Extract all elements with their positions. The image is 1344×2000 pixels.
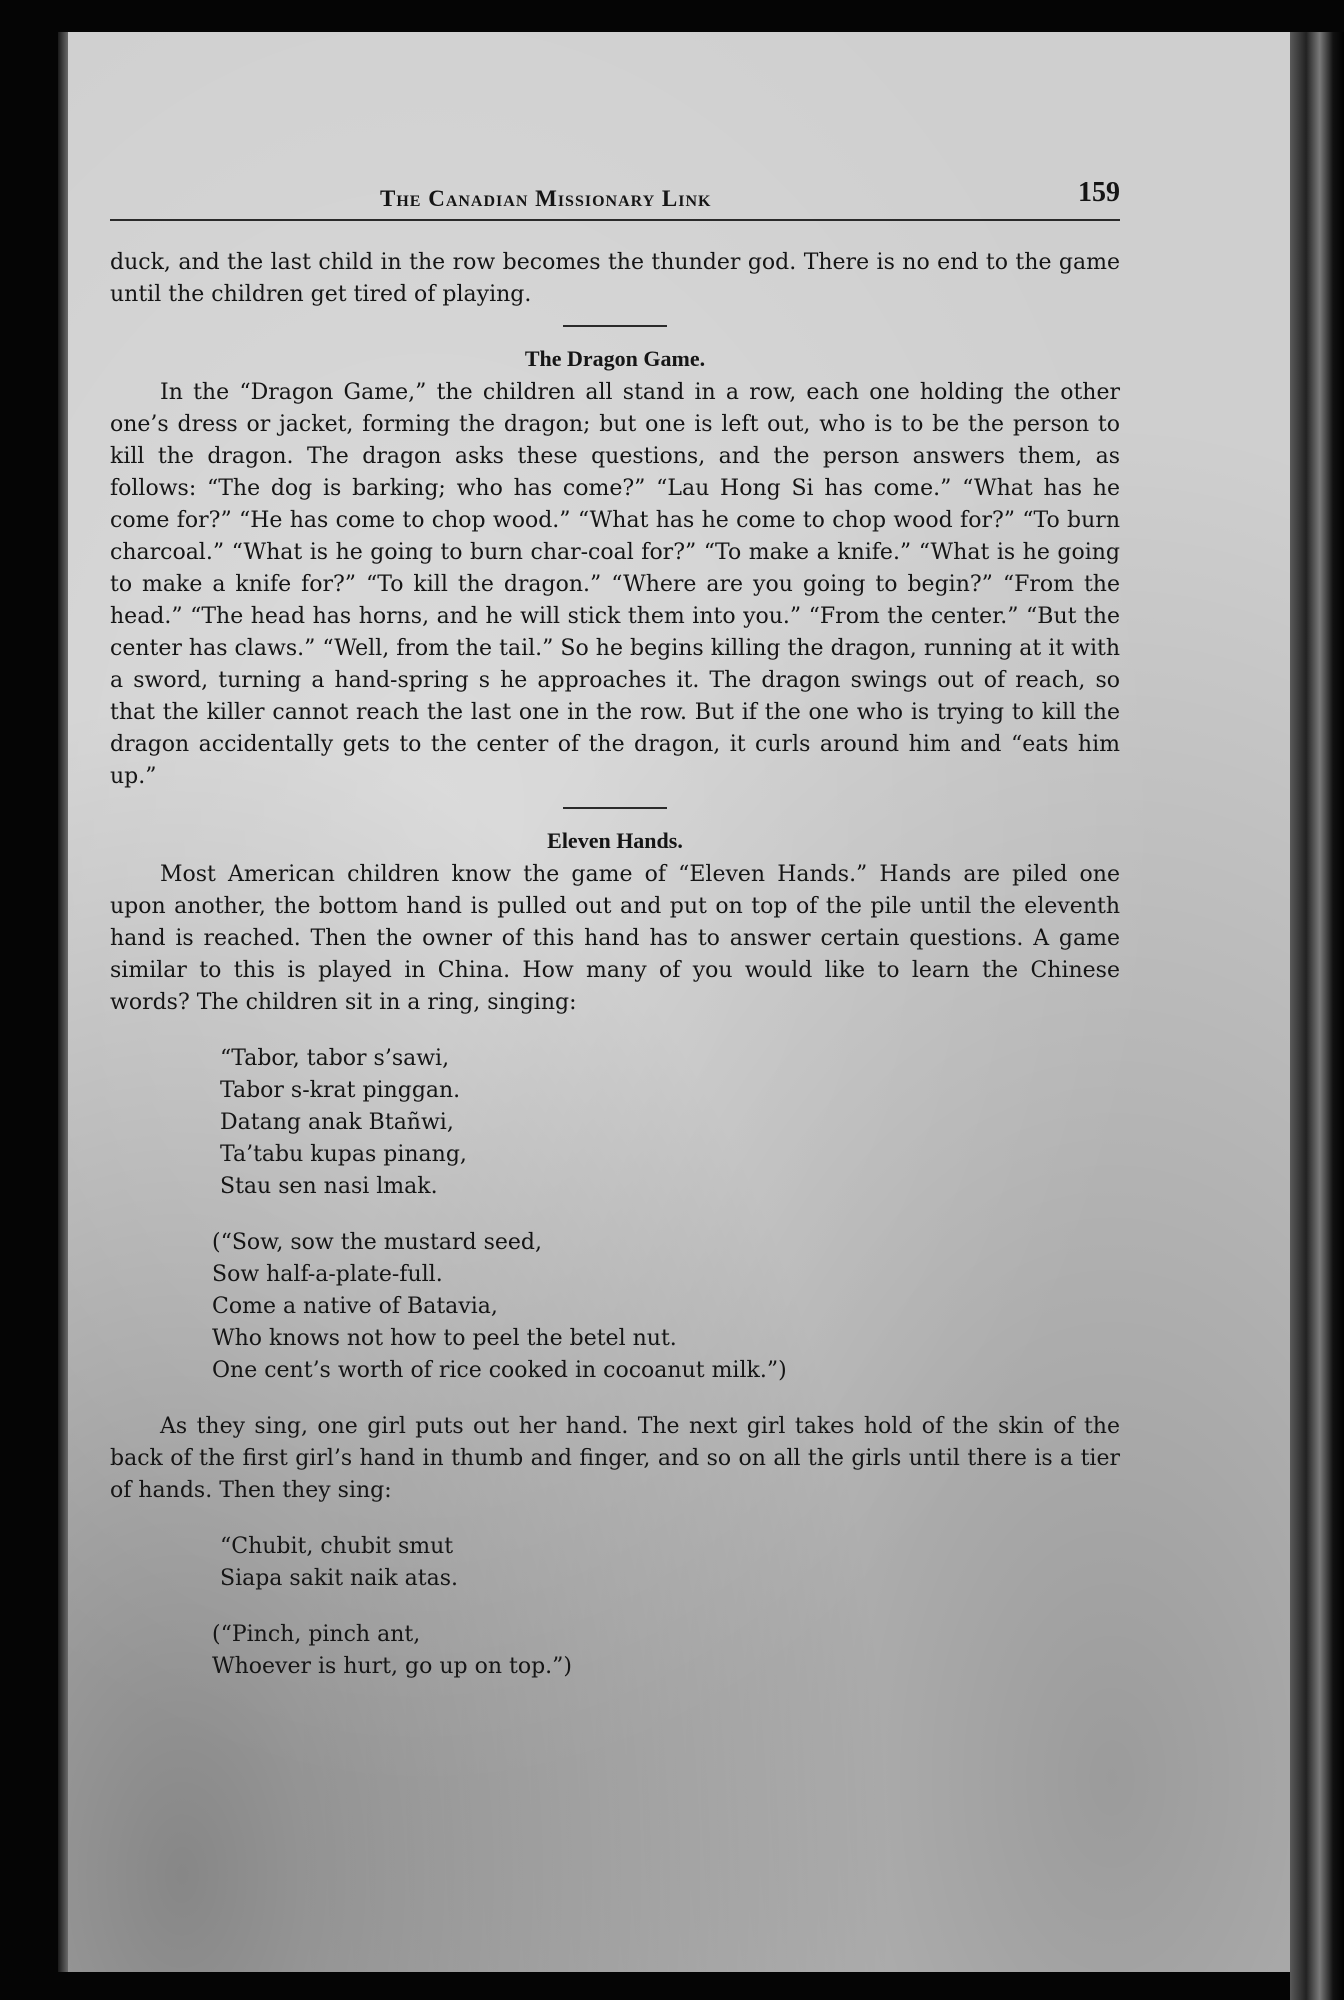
verse-line: (“Pinch, pinch ant,	[212, 1622, 421, 1647]
page-content	[110, 175, 1120, 1683]
verse-line: “Tabor, tabor s’sawi,	[220, 1046, 450, 1071]
page-gutter-shadow	[58, 32, 68, 1972]
verse-line: Ta’tabu kupas pinang,	[220, 1142, 467, 1167]
verse-line: Whoever is hurt, go up on top.”)	[212, 1654, 572, 1679]
verse-line: Sow half-a-plate-full.	[212, 1262, 443, 1287]
section-divider	[563, 325, 667, 327]
section-heading-eleven-hands: Eleven Hands.	[547, 828, 683, 853]
song-malay	[220, 1043, 1120, 1203]
verse-line: “Chubit, chubit smut	[220, 1534, 454, 1559]
verse-line: Tabor s-krat pinggan.	[220, 1078, 461, 1103]
verse-line: Datang anak Btañwi,	[220, 1110, 454, 1135]
chant-english	[212, 1619, 1120, 1683]
tier-of-hands-paragraph: As they sing, one girl puts out her hand. The next girl takes hold of the skin of the back of the first girl’s hand in thumb and finger, and so on all the girls until there is a tier of hands. Then they sing:	[110, 1414, 1120, 1503]
verse-line: Siapa sakit naik atas.	[220, 1566, 459, 1591]
verse-line: One cent’s worth of rice cooked in cocoanut milk.”)	[212, 1358, 787, 1383]
verse-line: Stau sen nasi lmak.	[220, 1174, 438, 1199]
page-number: 159	[1078, 177, 1120, 208]
chant-malay	[220, 1531, 1120, 1595]
page-edge-shadow	[1290, 32, 1344, 2000]
verse-line: (“Sow, sow the mustard seed,	[212, 1230, 543, 1255]
eleven-hands-paragraph: Most American children know the game of “Eleven Hands.” Hands are piled one upon another, the bottom hand is pulled out and put on top of the pile until the eleventh hand is reached. Then the owner of this hand has to answer certain questions. A game similar to this is played in China. How many of you would like to learn the Chinese words? The children sit in a ring, singing:	[110, 862, 1120, 1015]
continuation-paragraph: duck, and the last child in the row becomes the thunder god. There is no end to the game until the children get tired of playing.	[110, 250, 1120, 307]
verse-line: Come a native of Batavia,	[212, 1294, 498, 1319]
dragon-game-paragraph: In the “Dragon Game,” the children all stand in a row, each one holding the other one’s dress or jacket, forming the dragon; but one is left out, who is to be the person to kill the dragon. The dragon asks these questions, and the person answers them, as follows: “The dog is barking; who has come?” “Lau Hong Si has come.” “What has he come for?” “He has come to chop wood.” “What has he come to chop wood for?” “To burn charcoal.” “What is he going to burn char-coal for?” “To make a knife.” “What is he going to make a knife for?” “To kill the dragon.” “Where are you going to begin?” “From the head.” “The head has horns, and he will stick them into you.” “From the center.” “But the center has claws.” “Well, from the tail.” So he begins killing the dragon, running at it with a sword, turning a hand-spring s he approaches it. The dragon swings out of reach, so that the killer cannot reach the last one in the row. But if the one who is trying to kill the dragon accidentally gets to the center of the dragon, it curls around him and “eats him up.”	[110, 380, 1120, 789]
verse-line: Who knows not how to peel the betel nut.	[212, 1326, 677, 1351]
running-head	[110, 175, 1120, 221]
section-heading-dragon-game: The Dragon Game.	[524, 346, 706, 371]
section-divider	[563, 807, 667, 809]
song-english	[212, 1227, 1120, 1387]
journal-title: The Canadian Missionary Link	[380, 186, 712, 211]
